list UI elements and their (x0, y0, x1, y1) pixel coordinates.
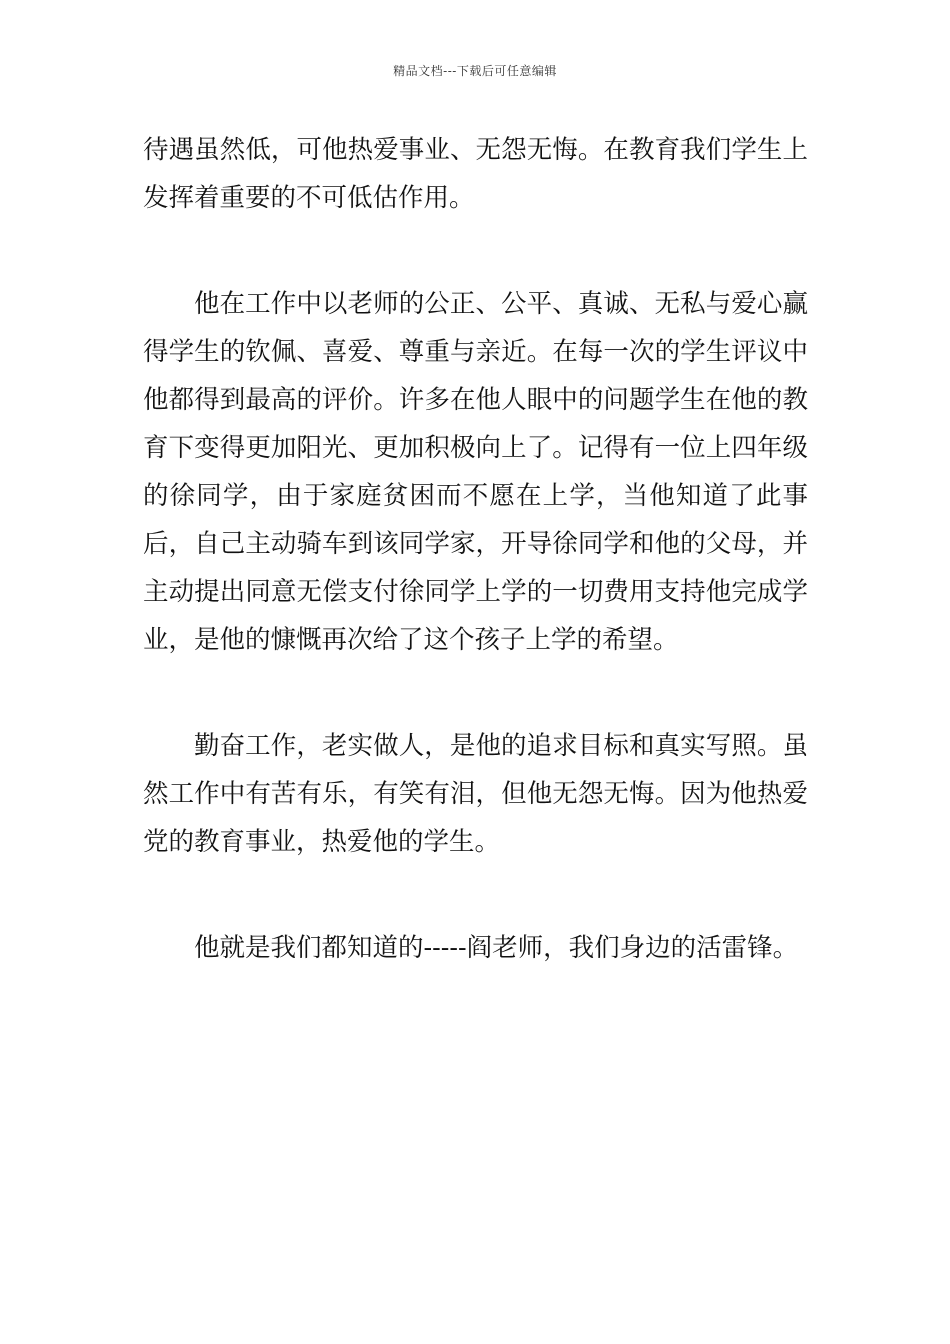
page-header: 精品文档---下载后可任意编辑 (393, 64, 557, 78)
paragraph-work-ethic: 勤奋工作，老实做人，是他的追求目标和真实写照。虽然工作中有苦有乐，有笑有泪，但他无怨无悔。因为他热爱党的教育事业，热爱他的学生。 (143, 731, 808, 857)
paragraph-continuation: 待遇虽然低，可他热爱事业、无怨无悔。在教育我们学生上发挥着重要的不可低估作用。 (143, 135, 808, 213)
paragraph-conclusion: 他就是我们都知道的-----阎老师，我们身边的活雷锋。 (194, 933, 799, 963)
paragraph-student-story: 他在工作中以老师的公正、公平、真诚、无私与爱心赢得学生的钦佩、喜爱、尊重与亲近。在每一次的学生评议中他都得到最高的评价。许多在他人眼中的问题学生在他的教育下变得更加阳光、更加积极向上了。记得有一位上四年级的徐同学，由于家庭贫困而不愿在上学，当他知道了此事后，自己主动骑车到该同学家，开导徐同学和他的父母，并主动提出同意无偿支付徐同学上学的一切费用支持他完成学业，是他的慷慨再次给了这个孩子上学的希望。 (143, 289, 808, 655)
document-body (143, 126, 808, 972)
